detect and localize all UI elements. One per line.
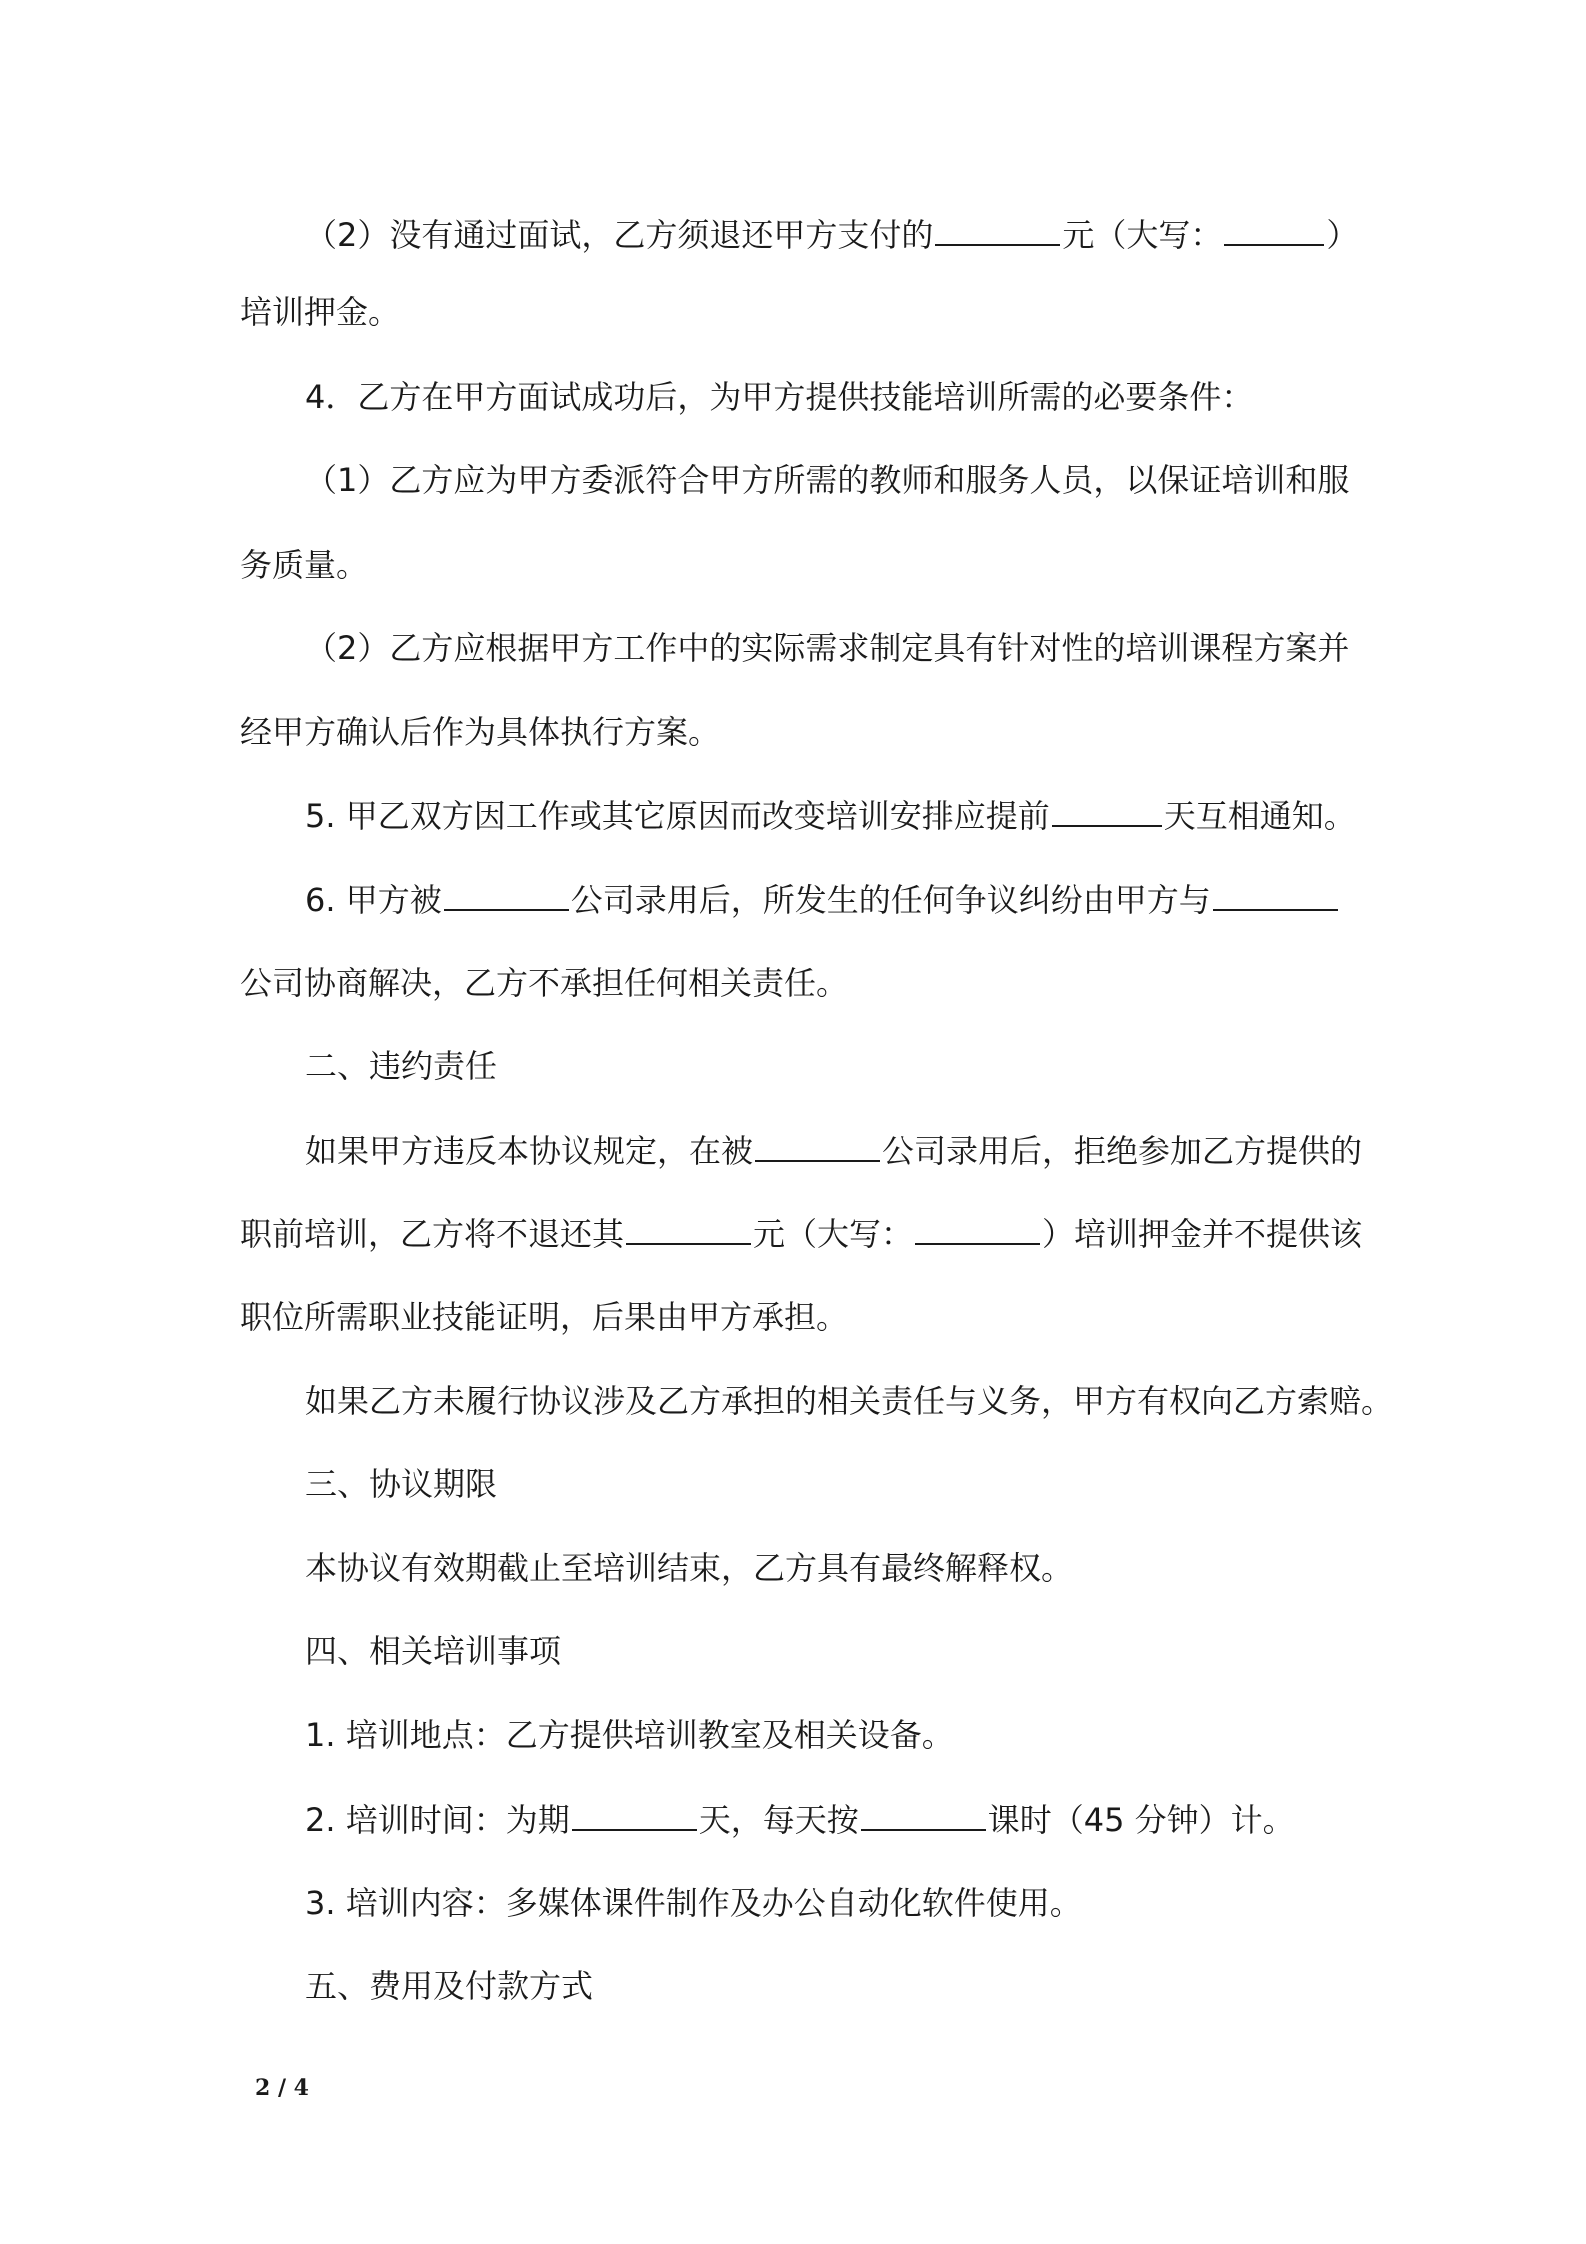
paragraph-training-time [305, 1799, 1295, 1840]
text: 天，每天按 [698, 1801, 859, 1839]
blank-field [755, 1130, 880, 1162]
blank-field [572, 1799, 697, 1831]
blank-field [1224, 214, 1324, 246]
text: 课时（45 分钟）计。 [987, 1801, 1295, 1839]
blank-field [444, 879, 569, 911]
paragraph-item-4-1-line2: 务质量。 [240, 546, 369, 584]
blank-field [861, 1799, 986, 1831]
paragraph-item-4-2-line1: （2）乙方应根据甲方工作中的实际需求制定具有针对性的培训课程方案并 [305, 629, 1350, 667]
section-heading-3: 三、协议期限 [305, 1465, 498, 1503]
paragraph-item-4-2-line2: 经甲方确认后作为具体执行方案。 [240, 713, 721, 751]
paragraph-training-content: 3. 培训内容：多媒体课件制作及办公自动化软件使用。 [305, 1884, 1082, 1922]
paragraph-refund-line1 [305, 214, 1358, 255]
text: （2）没有通过面试，乙方须退还甲方支付的 [305, 216, 934, 254]
blank-field [935, 214, 1060, 246]
blank-field [626, 1213, 751, 1245]
text: ） [1326, 216, 1359, 254]
paragraph-training-location: 1. 培训地点：乙方提供培训教室及相关设备。 [305, 1716, 954, 1754]
paragraph-item-6-line1 [305, 879, 1340, 920]
paragraph-breach-line2 [240, 1213, 1362, 1254]
paragraph-item-4: 4．乙方在甲方面试成功后，为甲方提供技能培训所需的必要条件： [305, 378, 1254, 416]
paragraph-breach-line1 [305, 1130, 1362, 1171]
page-number: 2 / 4 [255, 2075, 309, 2101]
paragraph-refund-line2: 培训押金。 [240, 293, 401, 331]
text: 公司录用后，拒绝参加乙方提供的 [882, 1132, 1363, 1170]
text: 职前培训，乙方将不退还其 [240, 1215, 625, 1253]
text: 6. 甲方被 [305, 881, 442, 919]
section-heading-5: 五、费用及付款方式 [305, 1967, 594, 2005]
text: 5. 甲乙双方因工作或其它原因而改变培训安排应提前 [305, 797, 1050, 835]
paragraph-claim: 如果乙方未履行协议涉及乙方承担的相关责任与义务，甲方有权向乙方索赔。 [305, 1382, 1394, 1420]
section-heading-2: 二、违约责任 [305, 1047, 498, 1085]
paragraph-breach-line3: 职位所需职业技能证明，后果由甲方承担。 [240, 1298, 849, 1336]
text: 公司录用后，所发生的任何争议纠纷由甲方与 [570, 881, 1211, 919]
blank-field [915, 1213, 1040, 1245]
paragraph-item-4-1-line1: （1）乙方应为甲方委派符合甲方所需的教师和服务人员，以保证培训和服 [305, 461, 1350, 499]
paragraph-term: 本协议有效期截止至培训结束，乙方具有最终解释权。 [305, 1549, 1074, 1587]
text: 元（大写： [753, 1215, 914, 1253]
text: 元（大写： [1062, 216, 1223, 254]
section-heading-4: 四、相关培训事项 [305, 1632, 562, 1670]
text: 天互相通知。 [1163, 797, 1356, 835]
blank-field [1213, 879, 1338, 911]
text: ）培训押金并不提供该 [1042, 1215, 1363, 1253]
paragraph-item-6-line2: 公司协商解决，乙方不承担任何相关责任。 [240, 964, 849, 1002]
blank-field [1052, 795, 1162, 827]
paragraph-item-5 [305, 795, 1356, 836]
text: 如果甲方违反本协议规定，在被 [305, 1132, 754, 1170]
text: 2. 培训时间：为期 [305, 1801, 570, 1839]
